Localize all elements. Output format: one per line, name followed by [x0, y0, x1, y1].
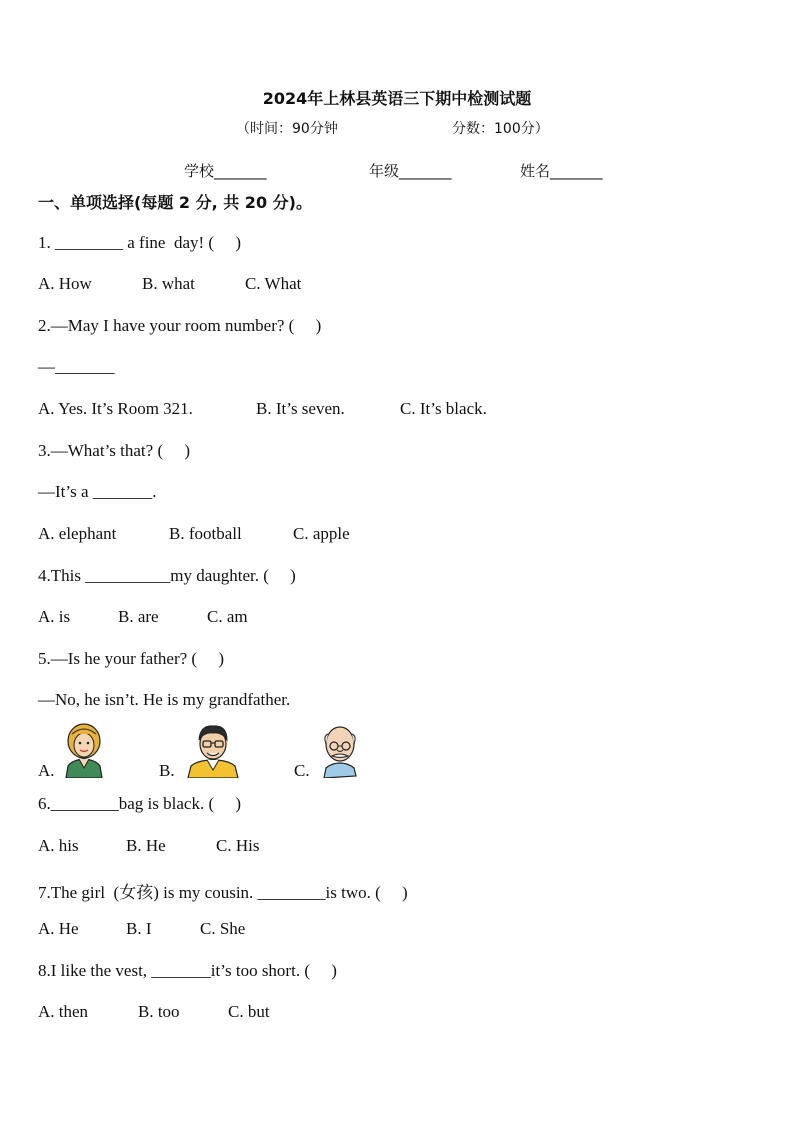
question-3-answer-line: —It’s a _______.	[38, 482, 157, 501]
question-6-stem: 6.________bag is black. ( )	[38, 794, 242, 813]
question-8-option-c: C. but	[228, 1002, 270, 1021]
question-7-option-a: A. He	[38, 919, 79, 938]
question-4-option-c: C. am	[207, 607, 248, 626]
exam-time: （时间：90分钟	[236, 121, 338, 137]
question-1-stem: 1. ________ a fine day! ( )	[38, 233, 242, 252]
question-7-stem: 7.The girl (女孩) is my cousin. ________is two. ( )	[38, 883, 408, 902]
question-2-option-a: A. Yes. It’s Room 321.	[38, 399, 193, 418]
exam-score: 分数：100分）	[452, 121, 549, 137]
question-5-answer-line: —No, he isn’t. He is my grandfather.	[38, 690, 291, 709]
question-1-option-a: A. How	[38, 274, 92, 293]
question-4-option-b: B. are	[118, 607, 159, 626]
name-field: 姓名_______	[520, 162, 603, 180]
grade-field: 年级_______	[369, 162, 452, 180]
question-7-option-c: C. She	[200, 919, 246, 938]
question-4-option-a: A. is	[38, 607, 71, 626]
question-5-option-a: A.	[38, 761, 55, 780]
page-title: 2024年上林县英语三下期中检测试题	[262, 89, 532, 108]
question-3-option-b: B. football	[169, 524, 242, 543]
grandfather-picture	[318, 722, 362, 778]
woman-picture	[62, 722, 106, 778]
question-1-option-c: C. What	[245, 274, 302, 293]
question-2-option-b: B. It’s seven.	[256, 399, 345, 418]
school-field: 学校_______	[184, 162, 267, 180]
question-6-option-b: B. He	[126, 836, 166, 855]
question-3-option-c: C. apple	[293, 524, 350, 543]
question-5-option-c: C.	[294, 761, 310, 780]
question-8-option-b: B. too	[138, 1002, 180, 1021]
question-2-stem: 2.—May I have your room number? ( )	[38, 316, 322, 335]
question-4-stem: 4.This __________my daughter. ( )	[38, 566, 296, 585]
section-heading: 一、单项选择(每题 2 分, 共 20 分)。	[38, 193, 312, 212]
question-2-option-c: C. It’s black.	[400, 399, 487, 418]
question-5-stem: 5.—Is he your father? ( )	[38, 649, 224, 668]
question-7-option-b: B. I	[126, 919, 152, 938]
question-3-stem: 3.—What’s that? ( )	[38, 441, 191, 460]
question-6-option-c: C. His	[216, 836, 260, 855]
question-6-option-a: A. his	[38, 836, 79, 855]
question-3-option-a: A. elephant	[38, 524, 117, 543]
question-2-answer-line: —_______	[38, 357, 115, 376]
man-with-glasses-picture	[186, 722, 240, 778]
question-8-option-a: A. then	[38, 1002, 89, 1021]
question-8-stem: 8.I like the vest, _______it’s too short. ( )	[38, 961, 337, 980]
question-5-option-b: B.	[159, 761, 175, 780]
question-1-option-b: B. what	[142, 274, 195, 293]
